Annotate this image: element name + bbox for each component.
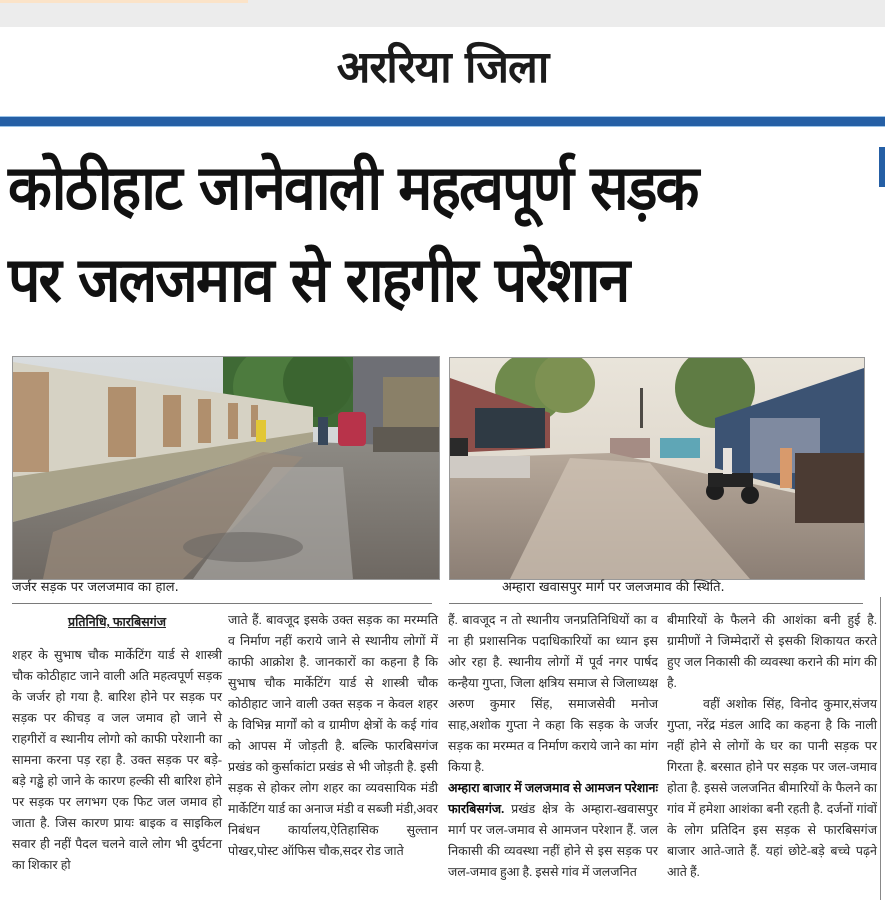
- column-1-text: शहर के सुभाष चौक मार्केटिंग यार्ड से शास्त्री चौक कोठीहाट जाने वाली अति महत्वपूर्ण सड़क के जर्जर हो गया है. बारिश होने पर सड़क पर सड़क पर कीचड़ व जल जमाव हो जाने से राहगीरों व स्थानीय लोगो को काफी परेशानी का सामना करना पड़ रहा है. उक्त सड़क पर बड़े- बड़े गड्ढे हो जाने के कारण हल्की सी बारिश होने पर सड़क पर लगभग एक फिट जल जमाव हो जाता है. जिस कारण प्रायः बाइक व साइकिल सवार ही नहीं पैदल चलने वाले लोग भी दुर्घटना का शिकार हो: [12, 648, 222, 872]
- photo-waterlogged-road: [12, 356, 440, 580]
- headline-line-1: कोठीहाट जानेवाली महत्वपूर्ण सड़क: [8, 151, 698, 224]
- section-title: अररिया जिला: [336, 42, 549, 93]
- article-column-3: [448, 610, 658, 883]
- section-rule: [0, 116, 885, 127]
- top-accent-bar: [0, 0, 248, 3]
- caption-rule-left: [12, 603, 432, 604]
- caption-rule-right: [449, 603, 863, 604]
- article-column-1: [12, 610, 222, 876]
- column-3-subsection: [448, 778, 658, 883]
- column-2-text: जाते हैं. बावजूद इसके उक्त सड़क का मरम्मति व निर्माण नहीं कराये जाने से स्थानीय लोगों में काफी आक्रोश है. जानकारों का कहना है कि सुभाष चौक मार्केटिंग यार्ड से शास्त्री चौक कोठीहाट जाने वाली उक्त सड़क न केवल शहर के विभिन्न मार्गों को व ग्रामीण क्षेत्रों के कई गांव को आपस में जोड़ती है. बल्कि फारबिसगंज प्रखंड को कुर्साकांटा प्रखंड से भी जोड़ती है. इसी सड़क से होकर लोग शहर का व्यवसायिक मंडी मार्केटिंग यार्ड का अनाज मंडी व सब्जी मंडी,अवर निबंधन कार्यालय,ऐतिहासिक सुल्तान पोखर,पोस्ट ऑफिस चौक,सदर रोड जाते: [228, 613, 438, 858]
- byline: प्रतिनिधि, फारबिसगंज: [68, 615, 166, 629]
- photo-caption-right: अम्हारा खवासपुर मार्ग पर जलजमाव की स्थिति.: [502, 580, 725, 595]
- photo-market-road-image: [450, 358, 864, 579]
- side-tab-marker: [879, 147, 885, 187]
- article-column-4: [667, 610, 877, 883]
- page-edge-rule: [880, 597, 881, 900]
- top-strip: [0, 0, 885, 27]
- article-column-2: [228, 610, 438, 862]
- headline: [8, 142, 808, 326]
- column-3-text-before: हैं. बावजूद न तो स्थानीय जनप्रतिनिधियों का व ना ही प्रशासनिक पदाधिकारियों का ध्यान इस ओर रहा है. स्थानीय लोगों में पूर्व नगर पार्षद कन्हैया गुप्ता, जिला क्षत्रिय समाज से जिलाध्यक्ष अरुण कुमार सिंह, समाजसेवी मनोज साह,अशोक गुप्ता ने कहा कि सड़क के जर्जर सड़क का मरम्मत व निर्माण कराये जाने का मांग किया है.: [448, 613, 658, 774]
- photo-road-wall-image: [13, 357, 439, 579]
- photo-caption-left: जर्जर सड़क पर जलजमाव का हाल.: [12, 580, 179, 595]
- column-4-text-before: बीमारियों के फैलने की आशंका बनी हुई है. ग्रामीणों ने जिम्मेदारों से इसकी शिकायत करते हुए जल निकासी की व्यवस्था कराने की मांग की है.: [667, 613, 877, 690]
- column-3-text-after: प्रखंड क्षेत्र के अम्हारा-खवासपुर मार्ग पर जल-जमाव से आमजन परेशान हैं. जल निकासी की व्यवस्था नहीं होने से इस सड़क पर जल-जमाव हुआ है. इससे गांव में जलजनित: [448, 802, 659, 879]
- subsection-heading: अम्हारा बाजार में जलजमाव से आमजन परेशानः फारबिसगंज.: [448, 781, 658, 816]
- photo-market-road: [449, 357, 865, 580]
- headline-line-2: पर जलजमाव से राहगीर परेशान: [8, 243, 629, 316]
- column-4-text-after: वहीं अशोक सिंह, विनोद कुमार,संजय गुप्ता, नरेंद्र मंडल आदि का कहना है कि नाली नहीं होने से लोगों के घर का पानी सड़क पर गिरता है. बरसात होने पर सड़क पर जल-जमाव होता है. इससे जलजनित बीमारियों के फैलने का गांव में हमेशा आशंका बनी रहती है. दर्जनों गांवों के लोग प्रतिदिन इस सड़क से फारबिसगंज बाजार आते-जाते हैं. यहां छोटे-बड़े बच्चे पढ़ने आते हैं.: [667, 697, 877, 879]
- column-4-paragraph: [667, 694, 877, 883]
